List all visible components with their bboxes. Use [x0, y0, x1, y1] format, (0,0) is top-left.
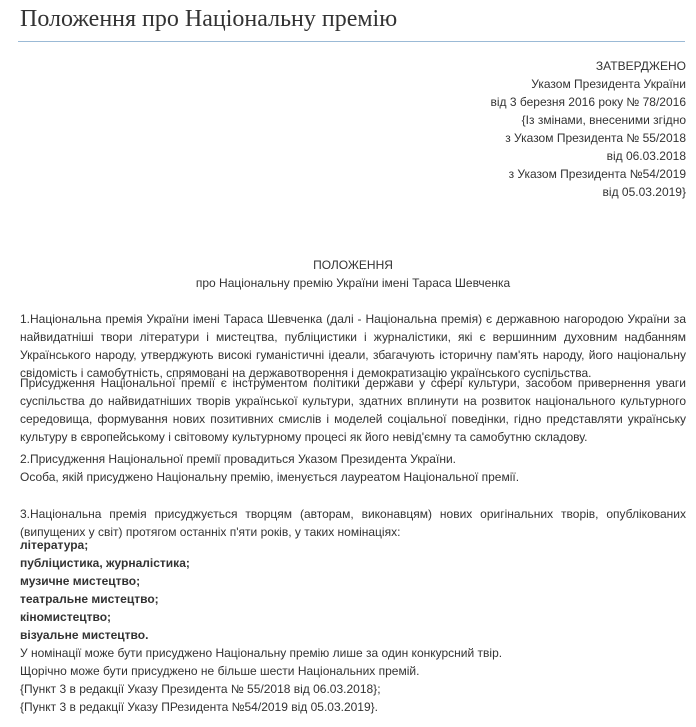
document-heading: ПОЛОЖЕННЯ	[313, 258, 393, 272]
nomination-item: театральне мистецтво;	[20, 592, 159, 606]
amendment-note: {Пункт 3 в редакції Указу ПРезидента №54/2019 від 05.03.2019}.	[20, 700, 378, 714]
approval-line: {Із змінами, внесеними згідно	[521, 113, 686, 127]
section-3-note: У номінації може бути присуджено Національну премію лише за один конкурсний твір.	[20, 646, 503, 660]
approval-line: від 06.03.2018	[606, 149, 686, 163]
nomination-item: публіцистика, журналістика;	[20, 556, 190, 570]
section-3-note: Щорічно може бути присуджено не більше шести Національних премій.	[20, 664, 420, 678]
page-title: Положення про Національну премію	[20, 6, 398, 32]
approval-line: з Указом Президента №54/2019	[508, 167, 686, 181]
section-2-paragraph-2: Особа, якій присуджено Національну премію, іменується лауреатом Національної премії.	[20, 470, 520, 484]
approval-line: ЗАТВЕРДЖЕНО	[595, 59, 686, 73]
section-2-paragraph-1: 2.Присудження Національної премії провадиться Указом Президента України.	[20, 452, 456, 466]
document-subheading: про Національну премію України імені Тараса Шевченка	[195, 276, 511, 290]
nomination-item: візуальне мистецтво.	[20, 628, 149, 642]
approval-line: від 05.03.2019}	[602, 185, 686, 199]
nomination-item: музичне мистецтво;	[20, 574, 141, 588]
document-heading-block	[20, 256, 686, 292]
nomination-item: література;	[20, 538, 89, 552]
title-divider	[18, 41, 685, 42]
section-1-paragraph-1: 1.Національна премія України імені Тараса Шевченка (далі - Національна премія) є державною нагородою України за найвидатніші твори літератури і мистецтва, публіцистики і журналістики, які є вершинним духовним надбанням Українського народу, утверджують високі гуманістичні ідеали, збагачують історичну пам'ять народу, його національну свідомість і самобутність, спрямовані на державотворення і демократизацію українського суспільства.	[20, 312, 686, 380]
section-1-paragraph-2: Присудження Національної премії є інструментом політики держави у сфері культури, засобом привернення уваги суспільства до найвидатніших творів української культури, здатних вплинути на розвиток національного культурного середовища, формування нових позитивних смислів і моделей соціальної поведінки, гідно представляти українську культуру в європейському і світовому культурному процесі як його невід'ємну та самобутню складову.	[20, 376, 686, 444]
approval-line: Указом Президента України	[531, 77, 686, 91]
nomination-item: кіномистецтво;	[20, 610, 112, 624]
approval-line: від 3 березня 2016 року № 78/2016	[490, 95, 686, 109]
section-3-paragraph-1: 3.Національна премія присуджується творцям (авторам, виконавцям) нових оригінальних творів, опублікованих (випущених у світ) протягом останніх п'яти років, у таких номінаціях:	[20, 507, 686, 539]
approval-block	[266, 57, 686, 201]
approval-line: з Указом Президента № 55/2018	[505, 131, 686, 145]
amendment-note: {Пункт 3 в редакції Указу Президента № 55/2018 від 06.03.2018};	[20, 682, 381, 696]
